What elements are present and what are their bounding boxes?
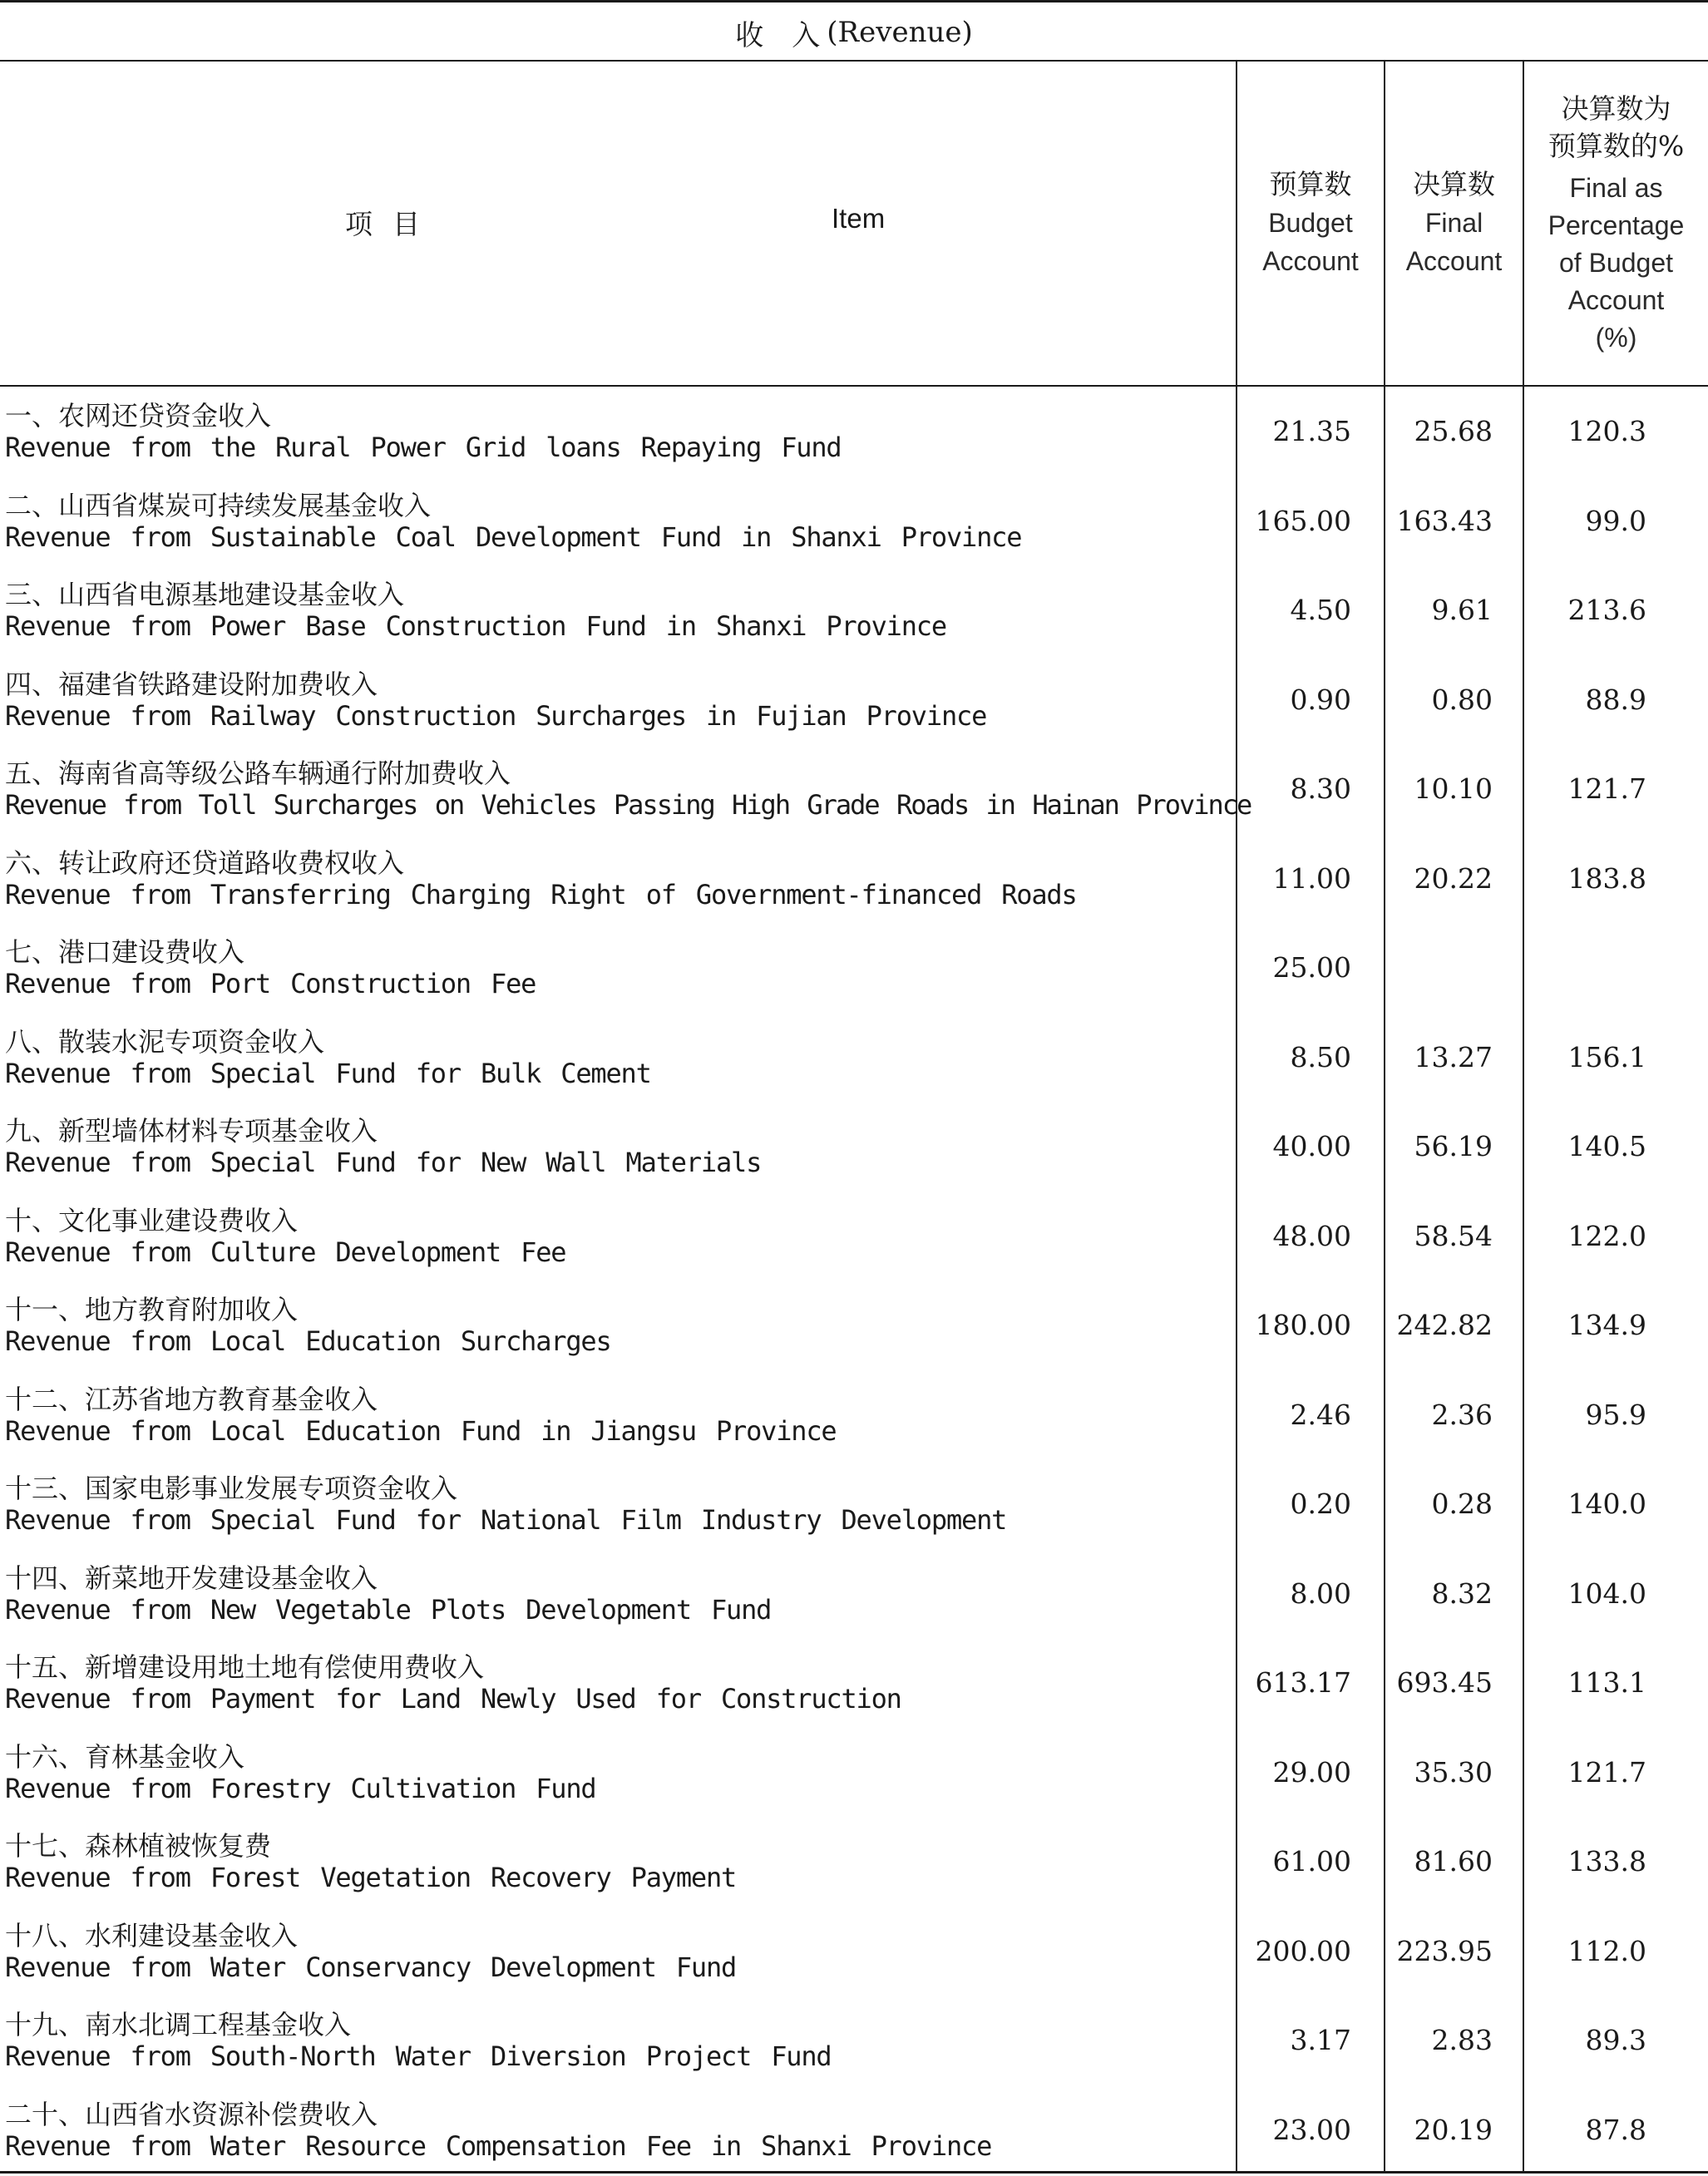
header-final bbox=[1385, 60, 1523, 386]
budget-value: 0.90 bbox=[1290, 683, 1351, 716]
pct-value: 134.9 bbox=[1567, 1309, 1646, 1341]
final-value: 0.28 bbox=[1431, 1488, 1493, 1520]
item-name-en: Revenue from Forest Vegetation Recovery Payment bbox=[5, 1862, 737, 1893]
table-row bbox=[0, 1102, 1708, 1192]
budget-value: 8.50 bbox=[1290, 1040, 1351, 1073]
item-name-zh: 十二、江苏省地方教育基金收入 bbox=[5, 1383, 378, 1415]
item-name-en: Revenue from Power Base Construction Fund in Shanxi Province bbox=[5, 610, 946, 642]
budget-value: 40.00 bbox=[1272, 1130, 1351, 1162]
header-budget-en-line: Budget bbox=[1268, 208, 1353, 238]
header-budget-zh: 预算数 bbox=[1269, 168, 1352, 200]
item-name-en: Revenue from Transferring Charging Right of Government-financed Roads bbox=[5, 878, 1077, 910]
item-name-en: Revenue from Forestry Cultivation Fund bbox=[5, 1772, 596, 1804]
header-budget bbox=[1237, 60, 1384, 386]
table-row bbox=[0, 1907, 1708, 1996]
item-name-zh: 十八、水利建设基金收入 bbox=[5, 1919, 299, 1951]
budget-value: 200.00 bbox=[1255, 1934, 1351, 1967]
final-value: 25.68 bbox=[1414, 415, 1493, 447]
budget-value: 8.30 bbox=[1290, 772, 1351, 805]
pct-value: 121.7 bbox=[1567, 772, 1646, 805]
item-name-zh: 十、文化事业建设费收入 bbox=[5, 1204, 299, 1236]
final-value: 0.80 bbox=[1431, 683, 1493, 716]
header-pct-zh-line: 决算数为 bbox=[1561, 91, 1671, 125]
budget-value: 4.50 bbox=[1290, 594, 1351, 626]
header-pct bbox=[1524, 60, 1708, 386]
table-row bbox=[0, 2085, 1708, 2175]
item-name-zh: 一、农网还贷资金收入 bbox=[5, 400, 272, 432]
budget-value: 8.00 bbox=[1290, 1576, 1351, 1610]
header-pct-en-line: Account bbox=[1567, 284, 1665, 315]
item-name-en: Revenue from Local Education Fund in Jiangsu Province bbox=[5, 1414, 837, 1447]
final-value: 9.61 bbox=[1431, 594, 1493, 626]
final-value: 81.60 bbox=[1414, 1845, 1493, 1877]
table-row bbox=[0, 1192, 1708, 1281]
final-value: 20.19 bbox=[1414, 2113, 1493, 2146]
budget-value: 180.00 bbox=[1255, 1309, 1351, 1341]
pct-value: 140.5 bbox=[1567, 1130, 1646, 1162]
budget-value: 21.35 bbox=[1272, 415, 1351, 447]
table-row bbox=[0, 1459, 1708, 1549]
item-name-en: Revenue from South-North Water Diversion Project Fund bbox=[5, 2040, 832, 2072]
budget-value: 11.00 bbox=[1272, 861, 1351, 895]
budget-value: 48.00 bbox=[1272, 1219, 1351, 1252]
item-name-zh: 十五、新增建设用地土地有偿使用费收入 bbox=[5, 1651, 485, 1683]
budget-value: 3.17 bbox=[1290, 2024, 1351, 2056]
final-value: 10.10 bbox=[1414, 772, 1493, 805]
item-name-en: Revenue from Local Education Surcharges bbox=[5, 1325, 611, 1357]
header-pct-en-line: Final as bbox=[1569, 172, 1663, 203]
item-name-en: Revenue from Water Conservancy Development Fund bbox=[5, 1951, 737, 1983]
pct-value: 104.0 bbox=[1567, 1576, 1646, 1610]
table-row bbox=[0, 1370, 1708, 1460]
table-row bbox=[0, 1638, 1708, 1728]
title-zh: 收 入 bbox=[735, 18, 821, 52]
item-name-en: Revenue from Water Resource Compensation Fee in Shanxi Province bbox=[5, 2129, 992, 2162]
item-name-en: Revenue from Payment for Land Newly Used for Construction bbox=[5, 1683, 901, 1715]
item-name-zh: 十七、森林植被恢复费 bbox=[5, 1830, 272, 1862]
item-name-en: Revenue from Port Construction Fee bbox=[5, 968, 536, 999]
header-pct-en-line: (%) bbox=[1595, 322, 1637, 353]
item-name-zh: 九、新型墙体材料专项基金收入 bbox=[5, 1115, 378, 1147]
table-row bbox=[0, 387, 1708, 476]
pct-value: 121.7 bbox=[1567, 1755, 1646, 1789]
header-final-en-line: Account bbox=[1405, 246, 1503, 276]
header-pct-zh-line: 预算数的% bbox=[1548, 129, 1685, 162]
pct-value: 122.0 bbox=[1567, 1219, 1646, 1252]
pct-value: 120.3 bbox=[1567, 415, 1646, 447]
final-value: 693.45 bbox=[1396, 1666, 1493, 1699]
pct-value: 213.6 bbox=[1567, 594, 1646, 626]
header-item-zh: 项目 bbox=[345, 208, 440, 240]
item-name-zh: 三、山西省电源基地建设基金收入 bbox=[5, 579, 405, 610]
item-name-zh: 十三、国家电影事业发展专项资金收入 bbox=[5, 1473, 458, 1504]
pct-value: 140.0 bbox=[1567, 1488, 1646, 1520]
pct-value: 183.8 bbox=[1567, 861, 1646, 895]
pct-value: 112.0 bbox=[1567, 1934, 1646, 1967]
pct-value: 88.9 bbox=[1585, 683, 1646, 716]
item-name-zh: 二十、山西省水资源补偿费收入 bbox=[5, 2098, 378, 2130]
table-row bbox=[0, 1728, 1708, 1818]
item-name-zh: 十九、南水北调工程基金收入 bbox=[5, 2009, 352, 2040]
budget-value: 0.20 bbox=[1290, 1488, 1351, 1520]
item-name-en: Revenue from Railway Construction Surcharges in Fujian Province bbox=[5, 699, 987, 732]
pct-value: 95.9 bbox=[1585, 1398, 1646, 1431]
header-pct-en-line: Percentage bbox=[1548, 210, 1685, 240]
final-value: 2.83 bbox=[1431, 2024, 1493, 2056]
final-value: 56.19 bbox=[1414, 1130, 1493, 1162]
item-name-en: Revenue from Special Fund for National Film Industry Development bbox=[5, 1504, 1007, 1536]
budget-value: 2.46 bbox=[1290, 1398, 1351, 1431]
table-row bbox=[0, 834, 1708, 924]
final-value: 20.22 bbox=[1414, 861, 1493, 895]
final-value: 35.30 bbox=[1414, 1755, 1493, 1789]
header-final-en-line: Final bbox=[1424, 208, 1483, 238]
item-name-zh: 二、山西省煤炭可持续发展基金收入 bbox=[5, 489, 432, 521]
table-row bbox=[0, 1996, 1708, 2085]
item-name-en: Revenue from Special Fund for New Wall Materials bbox=[5, 1147, 762, 1178]
item-name-zh: 六、转让政府还贷道路收费权收入 bbox=[5, 846, 405, 879]
table-row bbox=[0, 1549, 1708, 1639]
table-row bbox=[0, 1013, 1708, 1103]
top-rule bbox=[0, 0, 1708, 2]
item-name-zh: 十四、新菜地开发建设基金收入 bbox=[5, 1562, 378, 1594]
final-value: 58.54 bbox=[1414, 1219, 1493, 1252]
header-budget-en-line: Account bbox=[1262, 246, 1359, 276]
final-value: 242.82 bbox=[1396, 1309, 1493, 1341]
budget-value: 165.00 bbox=[1255, 504, 1351, 537]
budget-value: 23.00 bbox=[1272, 2113, 1351, 2146]
pct-value: 87.8 bbox=[1585, 2113, 1646, 2146]
title-en: (Revenue) bbox=[827, 16, 973, 49]
table-row bbox=[0, 476, 1708, 566]
final-value: 13.27 bbox=[1414, 1040, 1493, 1073]
table-row bbox=[0, 1280, 1708, 1370]
budget-value: 613.17 bbox=[1255, 1666, 1351, 1699]
pct-value: 156.1 bbox=[1567, 1040, 1646, 1073]
item-name-zh: 十六、育林基金收入 bbox=[5, 1740, 245, 1773]
table-row bbox=[0, 655, 1708, 745]
header-final-zh: 决算数 bbox=[1413, 168, 1495, 200]
item-name-zh: 十一、地方教育附加收入 bbox=[5, 1294, 299, 1325]
item-name-en: Revenue from Toll Surcharges on Vehicles Passing High Grade Roads in Hainan Province bbox=[5, 789, 1251, 821]
table-row bbox=[0, 1817, 1708, 1907]
final-value: 2.36 bbox=[1431, 1398, 1493, 1431]
item-name-zh: 四、福建省铁路建设附加费收入 bbox=[5, 668, 378, 700]
item-name-en: Revenue from Sustainable Coal Development Fund in Shanxi Province bbox=[5, 521, 1022, 553]
final-value: 223.95 bbox=[1396, 1934, 1493, 1967]
table-title bbox=[0, 5, 1708, 60]
pct-value: 113.1 bbox=[1567, 1666, 1646, 1699]
item-name-en: Revenue from Special Fund for Bulk Cement bbox=[5, 1057, 651, 1089]
pct-value: 89.3 bbox=[1585, 2024, 1646, 2056]
budget-value: 61.00 bbox=[1272, 1845, 1351, 1877]
table-row bbox=[0, 565, 1708, 655]
header-pct-en-line: of Budget bbox=[1559, 247, 1673, 278]
item-name-zh: 七、港口建设费收入 bbox=[5, 936, 245, 968]
final-value: 8.32 bbox=[1431, 1576, 1493, 1610]
pct-value: 133.8 bbox=[1567, 1845, 1646, 1877]
pct-value: 99.0 bbox=[1585, 504, 1646, 537]
table-row bbox=[0, 744, 1708, 834]
budget-value: 29.00 bbox=[1272, 1755, 1351, 1789]
item-name-zh: 五、海南省高等级公路车辆通行附加费收入 bbox=[5, 757, 511, 789]
item-name-en: Revenue from New Vegetable Plots Development Fund bbox=[5, 1593, 772, 1626]
item-name-en: Revenue from Culture Development Fee bbox=[5, 1236, 566, 1268]
budget-value: 25.00 bbox=[1272, 951, 1351, 984]
header-item-en: Item bbox=[832, 203, 886, 234]
item-name-en: Revenue from the Rural Power Grid loans Repaying Fund bbox=[5, 432, 842, 463]
final-value: 163.43 bbox=[1396, 504, 1493, 537]
item-name-zh: 八、散装水泥专项资金收入 bbox=[5, 1025, 325, 1058]
table-row bbox=[0, 923, 1708, 1013]
